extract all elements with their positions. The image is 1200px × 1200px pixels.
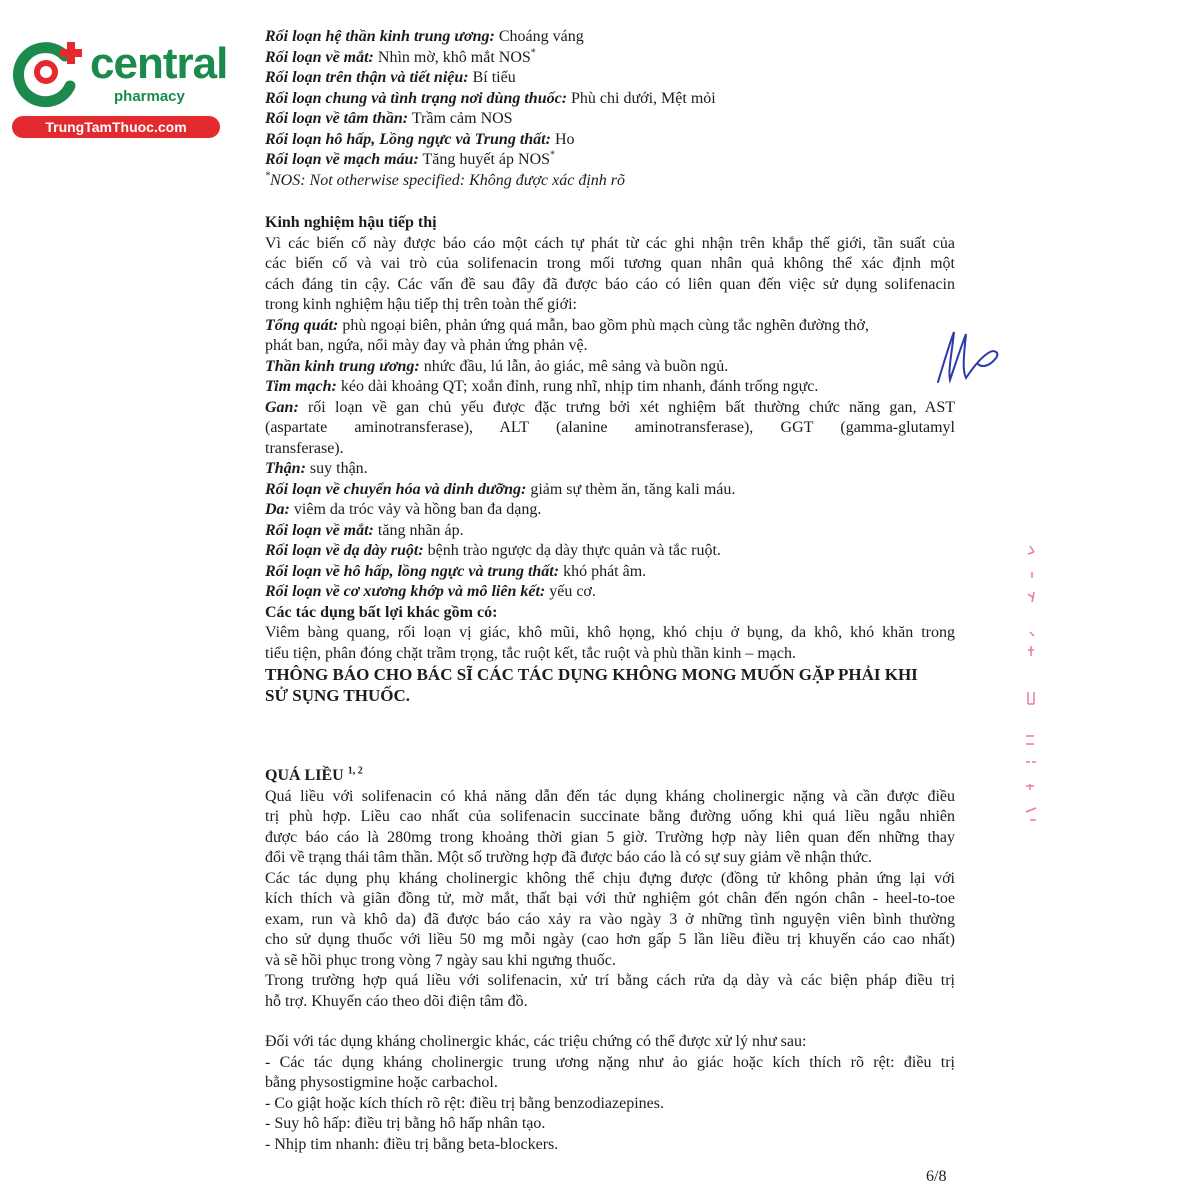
paragraph-line: exam, run và khô da) đã được báo cáo xảy ra vào ngày 3 ở những tình nguyện viên bình thường: [265, 910, 955, 928]
adverse-item: [265, 48, 955, 69]
central-pharmacy-logo: [10, 34, 228, 139]
paragraph-line: kích thích và giãn đồng tử, mờ mắt, thất bại với thử nghiệm gót chân đến ngón chân - heel-to-toe: [265, 890, 955, 907]
paragraph-line: được báo cáo là 280mg trong khoảng thời gian 5 giờ. Trường hợp này liên quan đến những thay: [265, 828, 955, 846]
adverse-item: [265, 130, 955, 151]
subsection-heading: Các tác dụng bất lợi khác gồm có:: [265, 603, 498, 621]
effect-line: [265, 521, 955, 542]
adverse-label: Rối loạn trên thận và tiết niệu:: [265, 69, 469, 86]
effect-text: suy thận.: [305, 460, 368, 477]
paragraph-line: Viêm bàng quang, rối loạn vị giác, khô mũi, khô họng, khó chịu ở bụng, da khô, khó khăn trong: [265, 624, 955, 641]
effect-line: [265, 459, 955, 480]
effect-label: Rối loạn về hô hấp, lồng ngực và trung thất:: [265, 562, 560, 580]
brand-url: TrungTamThuoc.com: [12, 116, 220, 138]
postmarketing-section: [265, 213, 955, 664]
adverse-label: Rối loạn về tâm thần:: [265, 110, 409, 127]
effect-text: khó phát âm.: [559, 562, 647, 580]
overdose-section: [265, 766, 955, 1155]
section-heading: [265, 766, 955, 787]
effect-line: phát ban, ngứa, nổi mày đay và phản ứng phản vệ.: [265, 337, 588, 354]
effect-text: rối loạn về gan chủ yếu được đặc trưng bởi xét nghiệm bất thường chức năng gan, AST: [298, 398, 955, 416]
effect-label: Rối loạn về cơ xương khớp và mô liên kết:: [265, 583, 546, 600]
effect-line: [265, 398, 955, 419]
effect-line: [265, 316, 955, 337]
page-number: 6/8: [926, 1168, 947, 1185]
effect-text: bệnh trào ngược dạ dày thực quản và tắc ruột.: [423, 542, 721, 559]
reference-marker: 1, 2: [347, 765, 363, 777]
brand-name: central: [90, 39, 228, 88]
list-item: bằng physostigmine hoặc carbachol.: [265, 1074, 498, 1091]
adverse-label: Rối loạn hệ thần kinh trung ương:: [265, 28, 495, 45]
effect-line: [265, 480, 955, 501]
paragraph-line: cho sử dụng thuốc với liều 50 mg mỗi ngày (cao hơn gấp 5 lần liều điều trị khuyến cáo cao nhất): [265, 931, 955, 948]
adverse-text: Choáng váng: [494, 28, 584, 45]
effect-label: Tim mạch:: [265, 378, 337, 395]
effect-text: kéo dài khoảng QT; xoắn đỉnh, rung nhĩ, nhịp tim nhanh, đánh trống ngực.: [336, 378, 819, 395]
paragraph-line: hỗ trợ. Khuyến cáo theo dõi điện tâm đồ.: [265, 992, 528, 1010]
effect-label: Rối loạn về mắt:: [265, 521, 374, 539]
effect-label: Tổng quát:: [265, 316, 339, 334]
effect-line: (aspartate aminotransferase), ALT (alanine aminotransferase), GGT (gamma-glutamyl: [265, 419, 955, 436]
footnote-marker: *: [530, 47, 536, 59]
paragraph-line: cách đáng tin cậy. Các vấn đề sau đây đã được báo cáo có liên quan đến việc sử dụng solifenacin: [265, 275, 955, 293]
adverse-label: Rối loạn về mạch máu:: [265, 151, 419, 168]
notice-line: SỬ SỤNG THUỐC.: [265, 686, 410, 705]
paragraph-line: Quá liều với solifenacin có khả năng dẫn đến tác dụng kháng cholinergic nặng và cần được điều: [265, 787, 955, 805]
notice-line: THÔNG BÁO CHO BÁC SĨ CÁC TÁC DỤNG KHÔNG MONG MUỐN GẶP PHẢI KHI: [265, 665, 918, 684]
adverse-text: Phù chi dưới, Mệt mỏi: [567, 89, 716, 107]
adverse-item: [265, 109, 955, 130]
effect-label: Gan:: [265, 398, 299, 416]
effect-label: Thận:: [265, 460, 306, 477]
pharmacy-logo-icon: [10, 34, 90, 114]
paragraph-line: đổi về trạng thái tâm thần. Một số trường hợp đã được báo cáo là có sự suy giảm về nhận thức.: [265, 849, 873, 866]
effect-text: phù ngoại biên, phản ứng quá mẫn, bao gồm phù mạch cùng tắc nghẽn đường thở,: [338, 316, 869, 334]
effect-text: viêm da tróc vảy và hồng ban đa dạng.: [289, 501, 542, 518]
effect-line: [265, 377, 955, 398]
effect-text: giảm sự thèm ăn, tăng kali máu.: [526, 480, 736, 498]
effect-label: Da:: [265, 501, 290, 518]
nos-footnote-text: NOS: Not otherwise specified: Không được xác định rõ: [270, 171, 625, 189]
footnote-marker: *: [265, 170, 270, 182]
adverse-text: Nhìn mờ, khô mắt NOS: [373, 48, 531, 66]
list-item: - Co giật hoặc kích thích rõ rệt: điều trị bằng benzodiazepines.: [265, 1094, 664, 1112]
footnote-marker: *: [550, 149, 556, 161]
effect-line: transferase).: [265, 439, 344, 457]
nos-footnote: [265, 171, 955, 192]
effect-text: yếu cơ.: [545, 583, 596, 600]
adverse-item: [265, 150, 955, 171]
overdose-heading: QUÁ LIỀU: [265, 767, 344, 784]
section-heading: Kinh nghiệm hậu tiếp thị: [265, 214, 437, 231]
paragraph-line: trong kinh nghiệm hậu tiếp thị trên toàn thế giới:: [265, 296, 577, 313]
physician-notice: [265, 664, 955, 706]
adverse-text: Bí tiểu: [468, 69, 516, 86]
effect-label: Thần kinh trung ương:: [265, 357, 420, 375]
paragraph-line: và sẽ hồi phục trong vòng 7 ngày sau khi ngưng thuốc.: [265, 951, 616, 969]
paragraph-line: Các tác dụng phụ kháng cholinergic không thể chịu đựng được (đồng tử không phản ứng lại với: [265, 869, 955, 887]
signature-icon: [930, 322, 1010, 392]
effect-line: [265, 562, 955, 583]
adverse-text: Ho: [550, 130, 575, 148]
effect-line: [265, 582, 955, 603]
effect-text: tăng nhãn áp.: [373, 521, 464, 539]
paragraph-line: Đối với tác dụng kháng cholinergic khác, các triệu chứng có thể được xử lý như sau:: [265, 1033, 807, 1050]
effect-label: Rối loạn về chuyển hóa và dinh dưỡng:: [265, 480, 527, 498]
paragraph-line: Trong trường hợp quá liều với solifenacin, xử trí bằng cách rửa dạ dày và các biện pháp điều trị: [265, 972, 955, 989]
adverse-effects-list: [265, 27, 955, 191]
effect-line: [265, 541, 955, 562]
list-item: - Nhịp tim nhanh: điều trị bằng beta-blockers.: [265, 1135, 559, 1153]
effect-text: nhức đầu, lú lẫn, ảo giác, mê sảng và buồn ngủ.: [419, 357, 729, 375]
list-item: - Suy hô hấp: điều trị bằng hô hấp nhân tạo.: [265, 1115, 546, 1132]
paragraph-line: tiểu tiện, phân đóng chặt trầm trọng, tắc ruột kết, tắc ruột và phù thần kinh – mạch.: [265, 644, 796, 662]
list-item: - Các tác dụng kháng cholinergic trung ương nặng như ảo giác hoặc kích thích rõ rệt: điều trị: [265, 1053, 955, 1071]
paragraph-line: các biến cố và vai trò của solifenacin trong mối tương quan nhân quả không thể xác định một: [265, 255, 955, 272]
document-page: [265, 27, 955, 1155]
effect-label: Rối loạn về dạ dày ruột:: [265, 542, 424, 559]
adverse-text: Tăng huyết áp NOS: [418, 151, 551, 168]
adverse-label: Rối loạn chung và tình trạng nơi dùng thuốc:: [265, 89, 568, 107]
adverse-label: Rối loạn về mắt:: [265, 48, 374, 66]
adverse-label: Rối loạn hô hấp, Lồng ngực và Trung thất:: [265, 130, 551, 148]
adverse-item: [265, 89, 955, 110]
adverse-text: Trầm cảm NOS: [408, 110, 513, 127]
effect-line: [265, 500, 955, 521]
adverse-item: [265, 27, 955, 48]
effect-line: [265, 357, 955, 378]
adverse-item: [265, 68, 955, 89]
paragraph-line: Vì các biến cố này được báo cáo một cách tự phát từ các ghi nhận trên khắp thế giới, tần suất của: [265, 234, 955, 252]
paragraph-line: trị phù hợp. Liều cao nhất của solifenacin succinate bằng đường uống khi quá liều ngẫu nhiên: [265, 808, 955, 825]
stamp-edge-marks-icon: [1018, 540, 1048, 840]
brand-subtitle: pharmacy: [114, 88, 185, 105]
